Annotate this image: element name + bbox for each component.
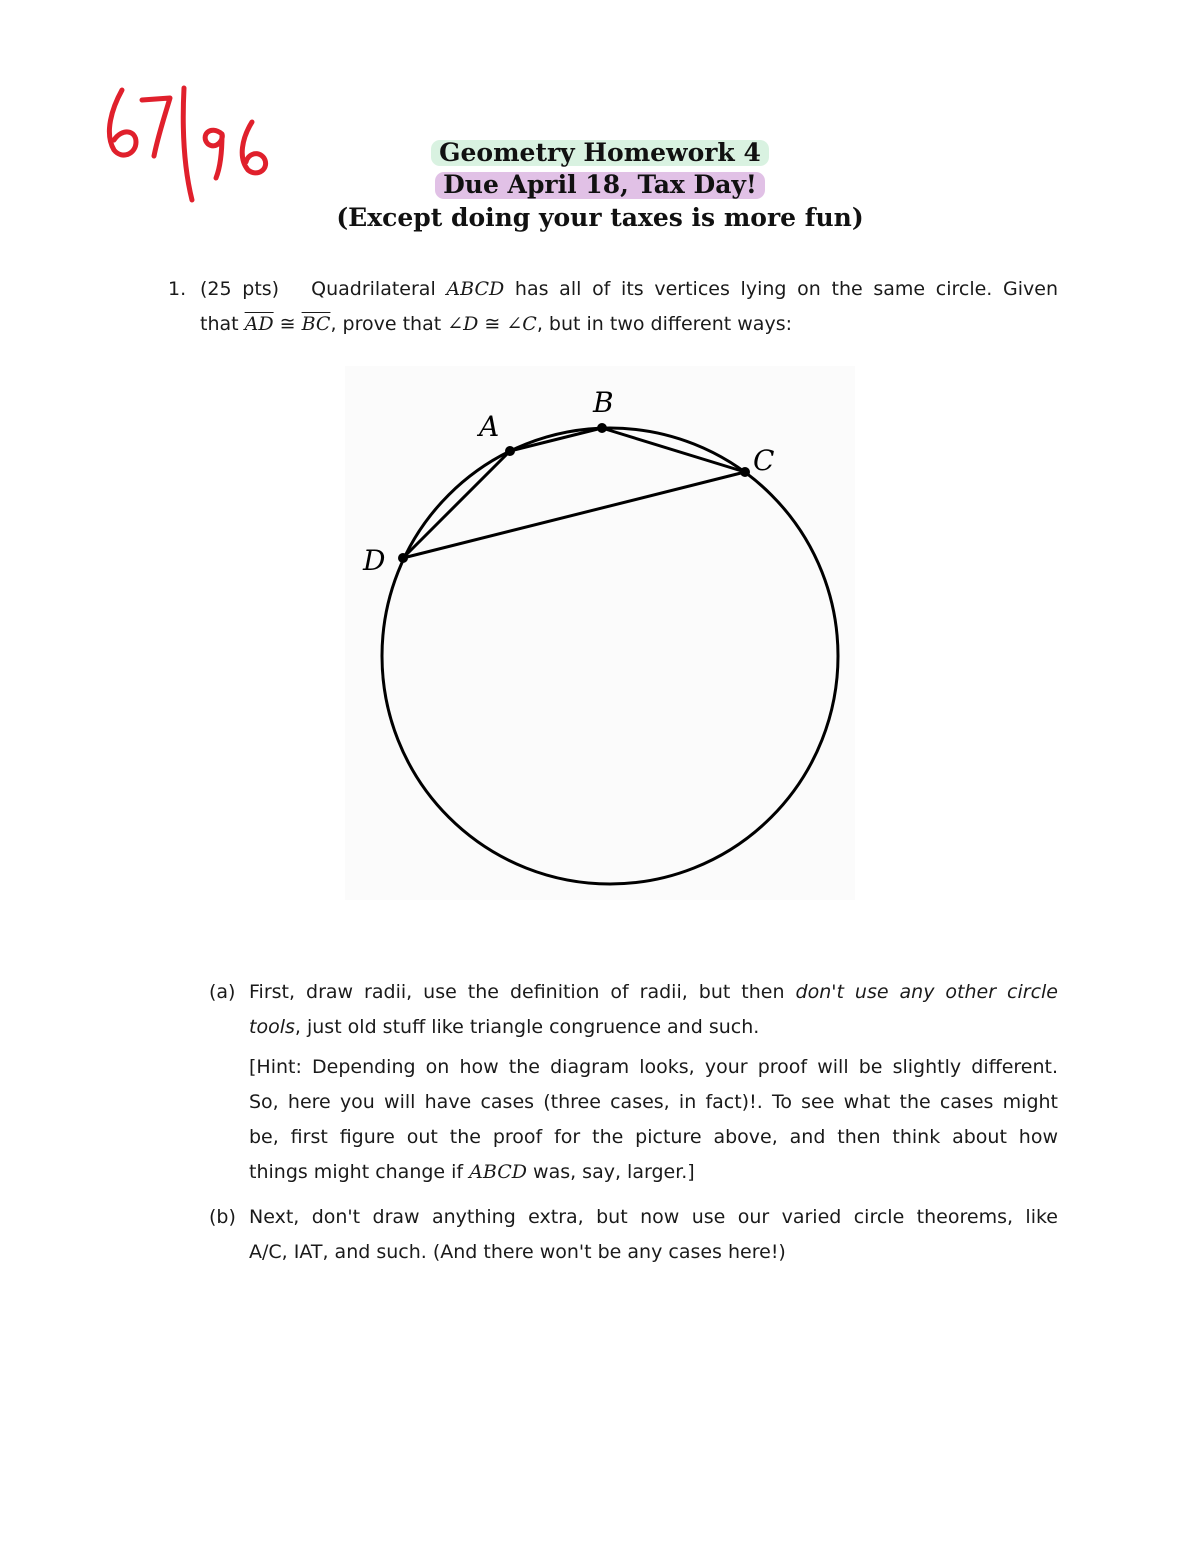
hint-line-3: be, first figure out the proof for the picture above, and then think about how (249, 1126, 1058, 1148)
vertex-d-dot (398, 553, 408, 563)
angle-d: ∠D (447, 313, 479, 335)
problem-points: (25 pts) (200, 278, 280, 300)
homework-title: Geometry Homework 4 (431, 140, 769, 166)
segment-da (403, 451, 510, 558)
hint-line-2: So, here you will have cases (three cases, in fact)!. To see what the cases might (249, 1091, 1058, 1113)
angle-c: ∠C (506, 313, 537, 335)
problem-line-1: (25 pts) Quadrilateral ABCD has all of its vertices lying on the same circle. Given (200, 278, 1059, 300)
label-a: A (479, 410, 500, 443)
segment-bc: $\overline{BC}$ (301, 313, 331, 335)
part-a-line-1: First, draw radii, use the definition of radii, but then don't use any other circle (249, 981, 1058, 1003)
label-c: C (753, 444, 775, 477)
problem-number: 1. (168, 278, 187, 300)
abcd-math: ABCD (446, 278, 505, 300)
hint-line-4: things might change if ABCD was, say, larger.] (249, 1161, 695, 1183)
segment-bc-line (602, 428, 745, 472)
due-date: Due April 18, Tax Day! (435, 172, 765, 198)
problem-line-2: that $\overline{AD}$ ≅ $\overline{BC}$, prove that ∠D ≅ ∠C, but in two different ways: (200, 313, 792, 335)
circle-figure (345, 366, 855, 900)
subtitle: (Except doing your taxes is more fun) (336, 202, 864, 232)
part-b-line-2: A/C, IAT, and such. (And there won't be any cases here!) (249, 1241, 786, 1263)
vertex-a-dot (505, 446, 515, 456)
circle-diagram (345, 366, 855, 900)
part-a-label: (a) (209, 981, 236, 1003)
hint-line-1: [Hint: Depending on how the diagram looks, your proof will be slightly different. (249, 1056, 1058, 1078)
vertex-c-dot (740, 467, 750, 477)
segment-ab (510, 428, 602, 451)
circle (382, 428, 838, 884)
part-a-line-2: tools, just old stuff like triangle congruence and such. (249, 1016, 760, 1038)
segment-ad: $\overline{AD}$ (244, 313, 274, 335)
vertex-b-dot (597, 423, 607, 433)
header (0, 140, 1200, 231)
part-b-line-1: Next, don't draw anything extra, but now use our varied circle theorems, like (249, 1206, 1058, 1228)
label-b: B (593, 386, 614, 419)
label-d: D (363, 544, 386, 577)
part-b-label: (b) (209, 1206, 236, 1228)
segment-cd (403, 472, 745, 558)
